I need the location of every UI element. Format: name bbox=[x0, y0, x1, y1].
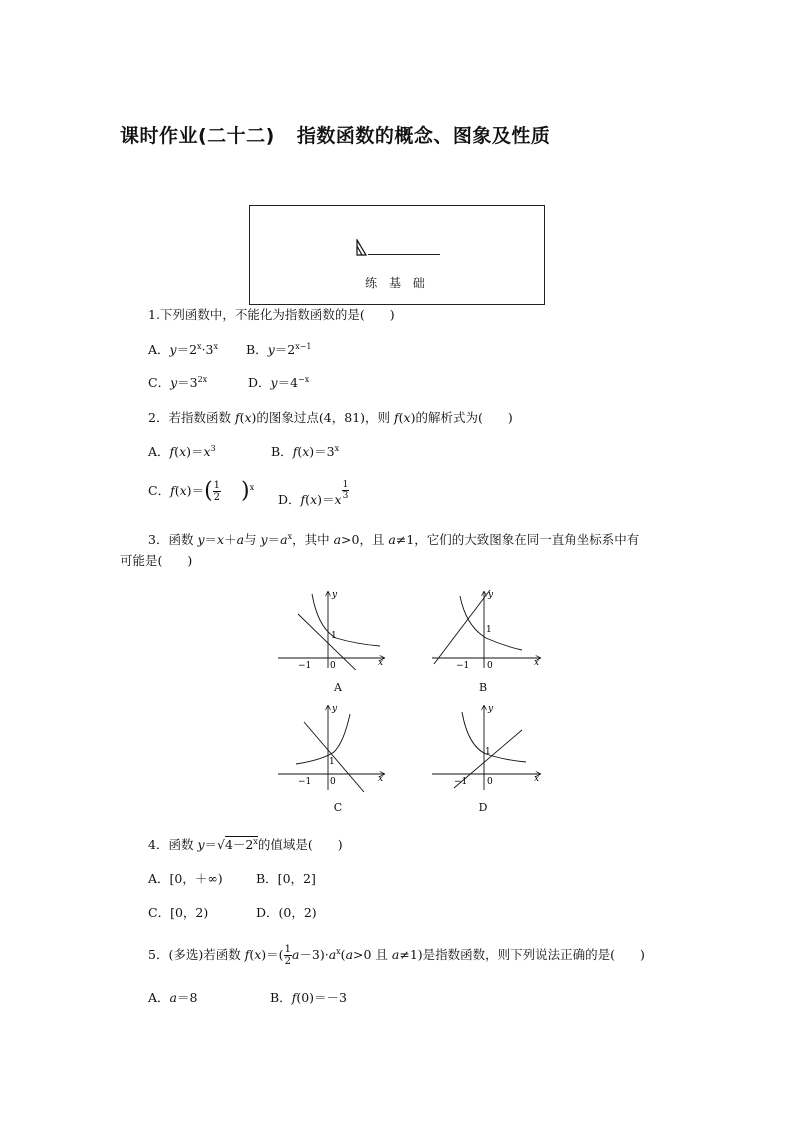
page-title bbox=[120, 121, 550, 148]
question-5-option-b: B．f(0)＝－3 bbox=[270, 990, 347, 1005]
graph-a-label: A bbox=[334, 681, 342, 694]
svg-text:x: x bbox=[534, 774, 540, 784]
question-4-option-d: D．(0，2) bbox=[256, 905, 317, 920]
question-2-option-c: C．f(x)＝( $\frac{1}{2}$ )$^x$ bbox=[148, 478, 255, 504]
question-5-stem: 5．(多选)若函数 f(x)＝( $\frac{1}{2}$ $a-3)\cdot a^x(a>0$ 且 a≠1)是指数函数，则下列说法正确的是( ) bbox=[148, 944, 645, 967]
svg-text:1: 1 bbox=[329, 757, 335, 767]
svg-text:1: 1 bbox=[331, 631, 337, 641]
question-4-stem: 4．函数 $y=√4-2^x$的值域是( ) bbox=[148, 837, 343, 852]
title-part-1: 课时作业(二十二) bbox=[120, 125, 275, 147]
question-3-stem-line-2: 可能是( ) bbox=[120, 553, 193, 568]
banner-rule bbox=[368, 254, 440, 255]
svg-text:y: y bbox=[488, 704, 494, 714]
svg-text:0: 0 bbox=[487, 661, 493, 670]
question-1-option-b: B．$y=2^{x-1}$ bbox=[246, 342, 312, 357]
svg-text:y: y bbox=[488, 590, 494, 600]
graph-a bbox=[276, 588, 386, 670]
graph-c-label: C bbox=[333, 801, 343, 814]
svg-text:y: y bbox=[332, 590, 338, 600]
svg-text:0: 0 bbox=[487, 777, 493, 787]
question-4-option-c: C．[0，2) bbox=[148, 905, 209, 920]
svg-text:1: 1 bbox=[485, 747, 491, 757]
question-2-option-d: D．f(x)＝x $\frac{1}{3}$ bbox=[278, 480, 349, 507]
question-1-stem: 1.下列函数中，不能化为指数函数的是( ) bbox=[148, 307, 395, 322]
question-1-option-c: C．$y=3^{2x}$ bbox=[148, 375, 208, 390]
svg-text:x: x bbox=[378, 658, 384, 668]
question-1-option-a: A．$y=2^x\cdot 3^x$ bbox=[148, 342, 219, 357]
svg-text:x: x bbox=[534, 658, 540, 668]
question-2-stem: 2．若指数函数 f(x)的图象过点(4，81)，则 f(x)的解析式为( ) bbox=[148, 410, 513, 425]
svg-text:0: 0 bbox=[330, 661, 336, 670]
svg-text:y: y bbox=[332, 704, 338, 714]
question-2-option-a: A．$f(x)=x^3$ bbox=[148, 444, 216, 459]
svg-text:−1: −1 bbox=[298, 661, 312, 670]
graph-b-label: B bbox=[478, 681, 488, 694]
pencil-icon bbox=[354, 239, 368, 257]
question-2-option-b: B．$f(x)=3^x$ bbox=[271, 444, 340, 459]
question-5-option-a: A．a＝8 bbox=[148, 990, 198, 1005]
svg-text:0: 0 bbox=[330, 777, 336, 787]
practice-banner bbox=[249, 205, 545, 305]
question-3-stem-line-1: 3．函数 y＝x＋a与 $y=a^x$，其中 a>0，且 a≠1，它们的大致图象在同一直角坐标系中有 bbox=[148, 532, 640, 547]
svg-text:−1: −1 bbox=[298, 777, 312, 787]
question-4-option-b: B．[0，2] bbox=[256, 871, 316, 886]
title-part-2: 指数函数的概念、图象及性质 bbox=[296, 125, 551, 147]
svg-text:−1: −1 bbox=[454, 777, 468, 787]
svg-text:−1: −1 bbox=[456, 661, 470, 670]
svg-text:x: x bbox=[378, 774, 384, 784]
banner-label: 练 基 础 bbox=[365, 276, 429, 290]
radicand: $4-2^x$ bbox=[224, 837, 258, 852]
graph-b bbox=[430, 588, 542, 670]
graph-d-label: D bbox=[478, 801, 488, 814]
graph-c bbox=[276, 702, 386, 792]
question-4-option-a: A．[0，＋∞) bbox=[148, 871, 223, 886]
sqrt-symbol: √ bbox=[217, 837, 225, 852]
question-1-option-d: D．$y=4^{-x}$ bbox=[248, 375, 310, 390]
graph-d bbox=[430, 702, 542, 792]
svg-text:1: 1 bbox=[486, 625, 492, 635]
